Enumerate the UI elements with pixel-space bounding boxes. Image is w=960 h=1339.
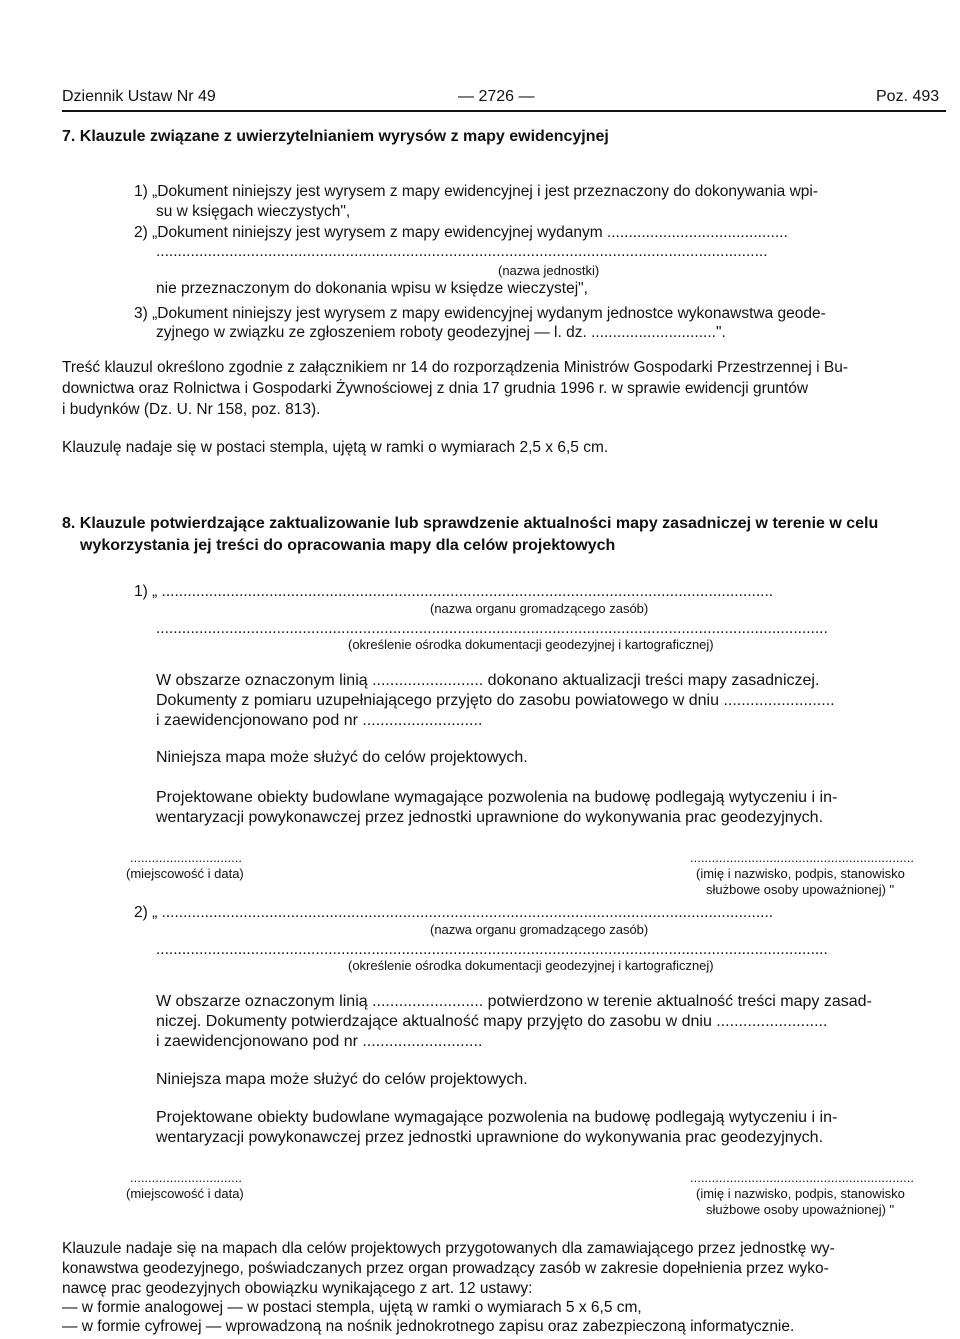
clause-2-line3: nie przeznaczonym do dokonania wpisu w księdze wieczystej", — [156, 280, 588, 297]
stamp-paragraph: Klauzulę nadaje się w postaci stempla, ujętą w ramki o wymiarach 2,5 x 6,5 cm. — [62, 439, 609, 456]
journal-title: Dziennik Ustaw Nr 49 — [62, 88, 216, 105]
position-number: Poz. 493 — [876, 88, 940, 105]
clause-8-1-place-date-caption: (miejscowość i data) — [126, 866, 244, 881]
bullet-digital: — w formie cyfrowej — wprowadzoną na nośnik jednokrotnego zapisu oraz zabezpieczoną informatycznie. — [62, 1318, 795, 1335]
final-paragraph-line2: konawstwa geodezyjnego, poświadczanych przez organ prowadzący zasób w zakresie dopełnienia przez wyko- — [62, 1260, 829, 1277]
clause-8-1-signature-caption2: służbowe osoby upoważnionej) " — [706, 882, 895, 897]
clause-8-1-line4: Niniejsza mapa może służyć do celów projektowych. — [156, 749, 528, 766]
clause-8-1-organ-caption: (nazwa organu gromadzącego zasób) — [430, 601, 649, 616]
clause-3-line2: zyjnego w związku ze zgłoszeniem roboty geodezyjnej — l. dz. .............................". — [156, 324, 726, 341]
clause-8-2-line5: Projektowane obiekty budowlane wymagające pozwolenia na budowę podlegają wytyczeniu i in- — [156, 1109, 838, 1126]
clause-1-line2: su w księgach wieczystych", — [156, 203, 351, 220]
clause-8-2-organ-dots: 2) „ .............................................................................................................................................. — [134, 904, 774, 921]
section-8-title-line2: wykorzystania jej treści do opracowania mapy dla celów projektowych — [80, 537, 616, 554]
header-rule — [62, 110, 946, 112]
clause-8-1-line3: i zaewidencjonowano pod nr ........................... — [156, 712, 483, 729]
clause-8-1-line2: Dokumenty z pomiaru uzupełniającego przyjęto do zasobu powiatowego w dniu ......................... — [156, 692, 835, 709]
clause-3-line1: 3) „Dokument niniejszy jest wyrysem z mapy ewidencyjnej wydanym jednostce wykonawstwa geode- — [134, 305, 826, 322]
clause-8-1-center-caption: (określenie ośrodka dokumentacji geodezyjnej i kartograficznej) — [348, 637, 714, 652]
clause-8-2-signature-caption1: (imię i nazwisko, podpis, stanowisko — [696, 1186, 905, 1201]
final-paragraph-line3: nawcę prac geodezyjnych obowiązku wynikającego z art. 12 ustawy: — [62, 1280, 533, 1297]
bullet-analog: — w formie analogowej — w postaci stempla, ujętą w ramki o wymiarach 5 x 6,5 cm, — [62, 1299, 642, 1316]
clause-1-line1: 1) „Dokument niniejszy jest wyrysem z mapy ewidencyjnej i jest przeznaczony do dokonywania wpi- — [134, 183, 819, 200]
clause-8-2-signature-caption2: służbowe osoby upoważnionej) " — [706, 1202, 895, 1217]
clause-8-2-center-caption: (określenie ośrodka dokumentacji geodezyjnej i kartograficznej) — [348, 958, 714, 973]
basis-paragraph-line3: i budynków (Dz. U. Nr 158, poz. 813). — [62, 401, 321, 418]
basis-paragraph-line2: downictwa oraz Rolnictwa i Gospodarki Żywnościowej z dnia 17 grudnia 1996 r. w sprawie ewidencji gruntów — [62, 380, 809, 397]
clause-8-2-organ-caption: (nazwa organu gromadzącego zasób) — [430, 922, 649, 937]
clause-8-2-line3: i zaewidencjonowano pod nr ........................... — [156, 1033, 483, 1050]
basis-paragraph-line1: Treść klauzul określono zgodnie z załącznikiem nr 14 do rozporządzenia Ministrów Gospodarki Przestrzennej i Bu- — [62, 359, 848, 376]
clause-2-dots: .............................................................................................................................................. — [156, 243, 768, 260]
page-number: — 2726 — — [458, 88, 535, 105]
clause-8-2-line2: niczej. Dokumenty potwierdzające aktualność mapy przyjęto do zasobu w dniu ......................... — [156, 1013, 828, 1030]
clause-2-line1: 2) „Dokument niniejszy jest wyrysem z mapy ewidencyjnej wydanym .......................................... — [134, 224, 788, 241]
section-8-title-line1: 8. Klauzule potwierdzające zaktualizowanie lub sprawdzenie aktualności mapy zasadniczej w terenie w celu — [62, 515, 879, 532]
clause-8-2-signature-dots: .............................................................. — [690, 1170, 914, 1185]
section-7-title: 7. Klauzule związane z uwierzytelnianiem wyrysów z mapy ewidencyjnej — [62, 128, 609, 145]
clause-8-2-center-dots: ............................................................................................................................................................ — [156, 941, 828, 958]
clause-8-2-place-date-caption: (miejscowość i data) — [126, 1186, 244, 1201]
clause-8-1-line1: W obszarze oznaczonym linią ......................... dokonano aktualizacji treści mapy zasadniczej. — [156, 672, 820, 689]
clause-8-1-organ-dots: 1) „ .............................................................................................................................................. — [134, 583, 774, 600]
clause-8-2-line6: wentaryzacji powykonawczej przez jednostki uprawnione do wykonywania prac geodezyjnych. — [156, 1129, 824, 1146]
final-paragraph-line1: Klauzule nadaje się na mapach dla celów projektowych przygotowanych dla zamawiającego przez jednostkę wy- — [62, 1240, 835, 1257]
clause-8-1-place-date-dots: ............................... — [130, 850, 242, 865]
clause-8-1-line6: wentaryzacji powykonawczej przez jednostki uprawnione do wykonywania prac geodezyjnych. — [156, 809, 824, 826]
clause-8-1-signature-caption1: (imię i nazwisko, podpis, stanowisko — [696, 866, 905, 881]
clause-8-2-line1: W obszarze oznaczonym linią ......................... potwierdzono w terenie aktualność treści mapy zasad- — [156, 993, 872, 1010]
clause-8-2-line4: Niniejsza mapa może służyć do celów projektowych. — [156, 1071, 528, 1088]
clause-2-caption: (nazwa jednostki) — [498, 263, 600, 278]
clause-8-2-place-date-dots: ............................... — [130, 1170, 242, 1185]
clause-8-1-center-dots: ............................................................................................................................................................ — [156, 620, 828, 637]
clause-8-1-line5: Projektowane obiekty budowlane wymagające pozwolenia na budowę podlegają wytyczeniu i in- — [156, 789, 838, 806]
clause-8-1-signature-dots: .............................................................. — [690, 850, 914, 865]
